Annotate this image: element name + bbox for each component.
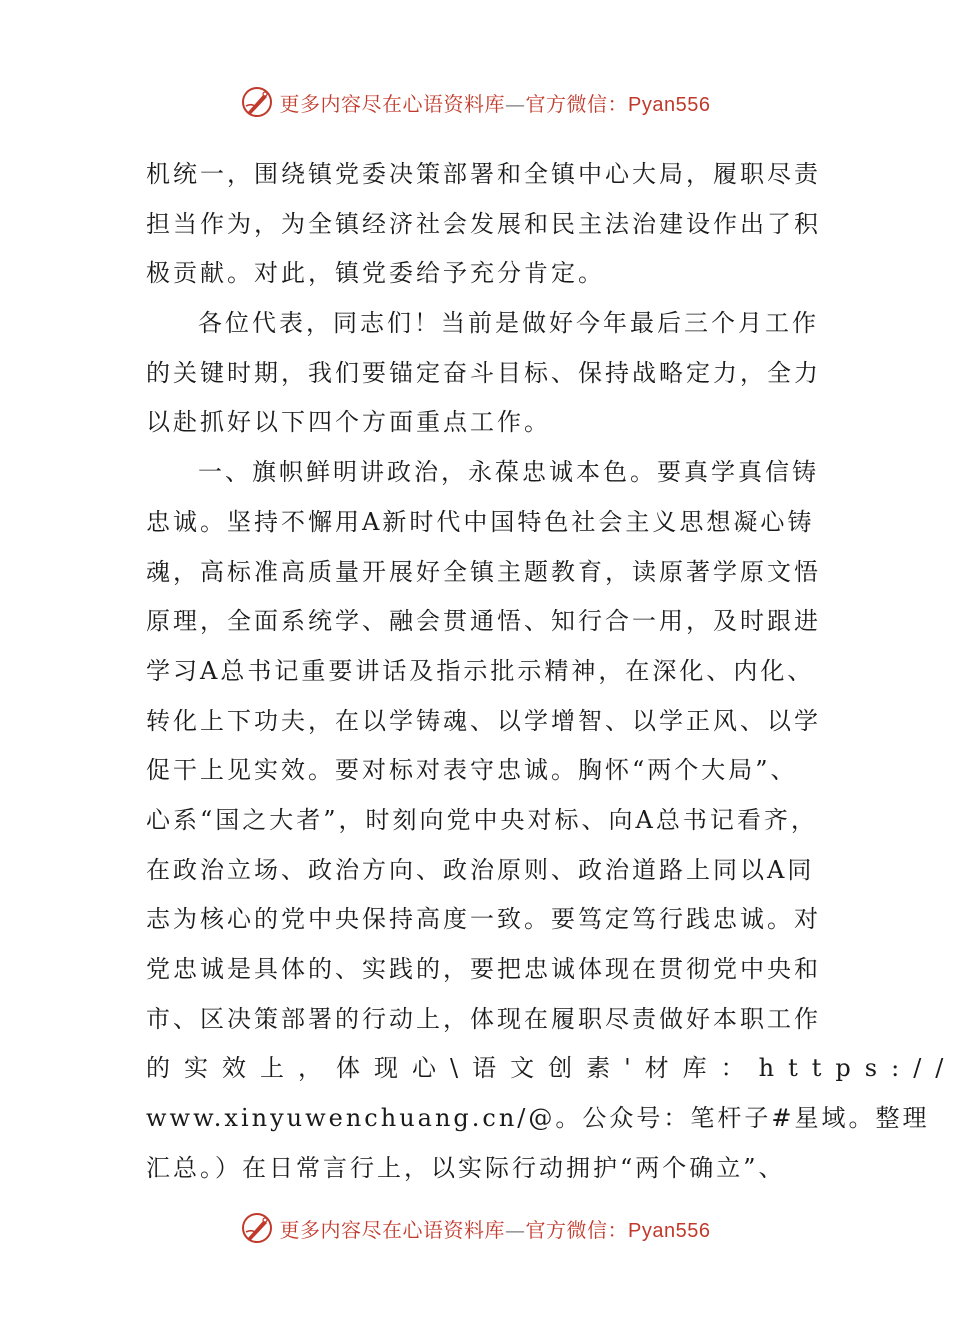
header-banner (0, 82, 950, 122)
footer-separator: — (505, 1217, 526, 1242)
body-line: 汇总。）在日常言行上，以实际行动拥护“两个确立”、 (146, 1153, 786, 1182)
footer-text (280, 1214, 711, 1243)
body-line: www.xinyuwenchuang.cn/@。公众号：笔杆子#星域。整理 (146, 1104, 930, 1133)
header-wechat-id: Pyan556 (628, 93, 711, 116)
body-line: 原理，全面系统学、融会贯通悟、知行合一用，及时跟进 (146, 607, 821, 636)
header-wechat-label: 官方微信： (525, 91, 629, 116)
footer-wechat-label: 官方微信： (525, 1217, 629, 1242)
body-line: 以赴抓好以下四个方面重点工作。 (146, 408, 551, 437)
footer-brand-text: 更多内容尽在心语资料库 (279, 1217, 506, 1242)
pen-nib-circle-icon (240, 1211, 274, 1245)
body-line: 魂，高标准高质量开展好全镇主题教育，读原著学原文悟 (146, 557, 821, 586)
body-line: 机统一，围绕镇党委决策部署和全镇中心大局，履职尽责 (146, 160, 821, 188)
body-line: 心系“国之大者”，时刻向党中央对标、向A总书记看齐， (146, 805, 818, 834)
body-line: 在政治立场、政治方向、政治原则、政治道路上同以A同 (146, 855, 815, 884)
document-body (146, 150, 957, 1193)
body-line: 的关键时期，我们要锚定奋斗目标、保持战略定力，全力 (146, 358, 821, 387)
header-brand-text: 更多内容尽在心语资料库 (279, 91, 506, 116)
body-line: 志为核心的党中央保持高度一致。要笃定笃行践忠诚。对 (146, 905, 821, 934)
body-line: 担当作为，为全镇经济社会发展和民主法治建设作出了积 (146, 209, 821, 238)
pen-nib-circle-icon (240, 85, 274, 119)
body-line: 转化上下功夫，在以学铸魂、以学增智、以学正风、以学 (146, 706, 821, 735)
body-line: 市、区决策部署的行动上，体现在履职尽责做好本职工作 (146, 1004, 821, 1033)
body-line: 促干上见实效。要对标对表守忠诚。胸怀“两个大局”、 (146, 756, 798, 785)
body-line: 一、旗帜鲜明讲政治，永葆忠诚本色。要真学真信铸 (198, 458, 819, 487)
body-line: 各位代表，同志们！当前是做好今年最后三个月工作 (198, 309, 819, 338)
body-line: 忠诚。坚持不懈用A新时代中国特色社会主义思想凝心铸 (146, 507, 815, 536)
header-separator: — (505, 91, 526, 116)
body-line: 极贡献。对此，镇党委给予充分肯定。 (146, 259, 605, 288)
header-text (280, 88, 711, 117)
body-line: 党忠诚是具体的、实践的，要把忠诚体现在贯彻党中央和 (146, 955, 821, 983)
body-line: 学习A总书记重要讲话及指示批示精神，在深化、内化、 (146, 656, 815, 685)
footer-wechat-id: Pyan556 (628, 1219, 711, 1242)
body-line: 的实效上，体现心\语文创素'材库：https:// (146, 1054, 957, 1083)
footer-banner (0, 1208, 950, 1248)
